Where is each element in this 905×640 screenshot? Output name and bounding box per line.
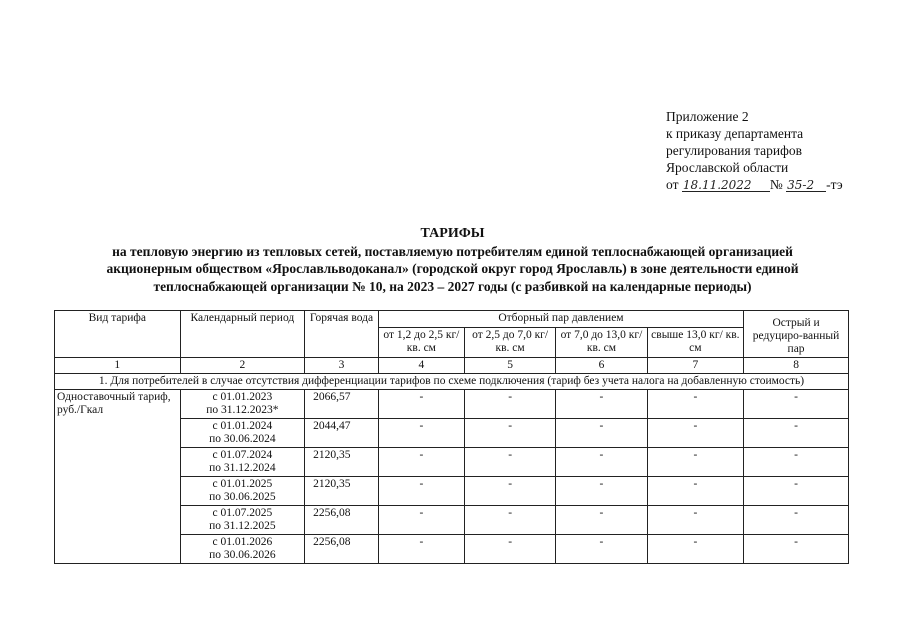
- header-hot-water: Горячая вода: [305, 311, 379, 358]
- tariff-table: [54, 310, 849, 564]
- appendix-line: Приложение 2: [666, 109, 749, 124]
- col-number: 3: [305, 358, 379, 374]
- section-1-title: 1. Для потребителей в случае отсутствия дифференциации тарифов по схеме подключения (тариф без учета налога на добавленную стоимость): [55, 374, 849, 390]
- title-heading: ТАРИФЫ: [420, 226, 485, 241]
- dash-cell: -: [744, 419, 849, 448]
- title-line: акционерным обществом «Ярославльводоканал» (городской округ город Ярославль) в зоне деятельности единой: [106, 261, 799, 276]
- header-steam: Отборный пар давлением: [378, 311, 743, 328]
- dash-cell: -: [556, 390, 647, 419]
- period-cell: с 01.01.2025 по 30.06.2025: [180, 477, 305, 506]
- period-cell: с 01.01.2024 по 30.06.2024: [180, 419, 305, 448]
- dash-cell: -: [378, 390, 464, 419]
- hot-water-value: 2120,35: [305, 448, 379, 477]
- handwritten-number: 35-2: [786, 179, 826, 192]
- dash-cell: -: [464, 535, 555, 564]
- appendix-line: к приказу департамента: [666, 126, 804, 141]
- col-number: 2: [180, 358, 305, 374]
- header-steam-4: свыше 13,0 кг/ кв. см: [647, 327, 744, 357]
- dash-cell: -: [744, 390, 849, 419]
- dash-cell: -: [556, 448, 647, 477]
- hot-water-value: 2120,35: [305, 477, 379, 506]
- col-number: 4: [378, 358, 464, 374]
- dash-cell: -: [464, 390, 555, 419]
- document-title: [40, 225, 865, 295]
- dash-cell: -: [556, 419, 647, 448]
- dash-cell: -: [378, 535, 464, 564]
- header-tariff-type: Вид тарифа: [55, 311, 181, 358]
- hot-water-value: 2256,08: [305, 535, 379, 564]
- appendix-line: регулирования тарифов: [666, 143, 803, 158]
- dash-cell: -: [556, 477, 647, 506]
- title-line: на тепловую энергию из тепловых сетей, поставляемую потребителям единой теплоснабжающей организацией: [112, 243, 793, 259]
- period-cell: с 01.01.2026 по 30.06.2026: [180, 535, 305, 564]
- header-sharp-steam: Острый и редуциро-ванный пар: [744, 311, 849, 358]
- col-number: 8: [744, 358, 849, 374]
- hot-water-value: 2256,08: [305, 506, 379, 535]
- col-number: 5: [464, 358, 555, 374]
- dash-cell: -: [378, 448, 464, 477]
- dash-cell: -: [464, 506, 555, 535]
- dash-cell: -: [464, 448, 555, 477]
- table-row: [55, 390, 849, 419]
- dash-cell: -: [744, 477, 849, 506]
- dash-cell: -: [647, 390, 744, 419]
- handwritten-date: 18.11.2022: [682, 179, 770, 192]
- appendix-line: Ярославской области: [666, 160, 789, 175]
- dash-cell: -: [378, 506, 464, 535]
- number-sign: №: [769, 177, 783, 192]
- header-steam-3: от 7,0 до 13,0 кг/ кв. см: [556, 327, 647, 357]
- dash-cell: -: [464, 419, 555, 448]
- date-prefix: от: [666, 177, 679, 192]
- number-suffix: -тэ: [826, 177, 843, 192]
- hot-water-value: 2044,47: [305, 419, 379, 448]
- dash-cell: -: [647, 419, 744, 448]
- title-line: теплоснабжающей организации № 10, на 2023 – 2027 годы (с разбивкой на календарные периоды): [153, 278, 752, 294]
- hot-water-value: 2066,57: [305, 390, 379, 419]
- section-row: [55, 374, 849, 390]
- dash-cell: -: [647, 448, 744, 477]
- dash-cell: -: [647, 477, 744, 506]
- order-date-number: [666, 176, 843, 193]
- dash-cell: -: [647, 506, 744, 535]
- header-period: Календарный период: [180, 311, 305, 358]
- period-cell: с 01.01.2023 по 31.12.2023*: [180, 390, 305, 419]
- dash-cell: -: [647, 535, 744, 564]
- header-steam-2: от 2,5 до 7,0 кг/ кв. см: [464, 327, 555, 357]
- tariff-name: Одноставочный тариф, руб./Гкал: [55, 390, 181, 564]
- col-number: 7: [647, 358, 744, 374]
- dash-cell: -: [378, 419, 464, 448]
- dash-cell: -: [744, 448, 849, 477]
- header-steam-1: от 1,2 до 2,5 кг/ кв. см: [378, 327, 464, 357]
- dash-cell: -: [378, 477, 464, 506]
- dash-cell: -: [464, 477, 555, 506]
- period-cell: с 01.07.2025 по 31.12.2025: [180, 506, 305, 535]
- period-cell: с 01.07.2024 по 31.12.2024: [180, 448, 305, 477]
- header-row: [55, 311, 849, 328]
- col-number: 6: [556, 358, 647, 374]
- appendix-header: [666, 108, 843, 193]
- dash-cell: -: [744, 506, 849, 535]
- column-number-row: [55, 358, 849, 374]
- dash-cell: -: [556, 506, 647, 535]
- dash-cell: -: [556, 535, 647, 564]
- dash-cell: -: [744, 535, 849, 564]
- col-number: 1: [55, 358, 181, 374]
